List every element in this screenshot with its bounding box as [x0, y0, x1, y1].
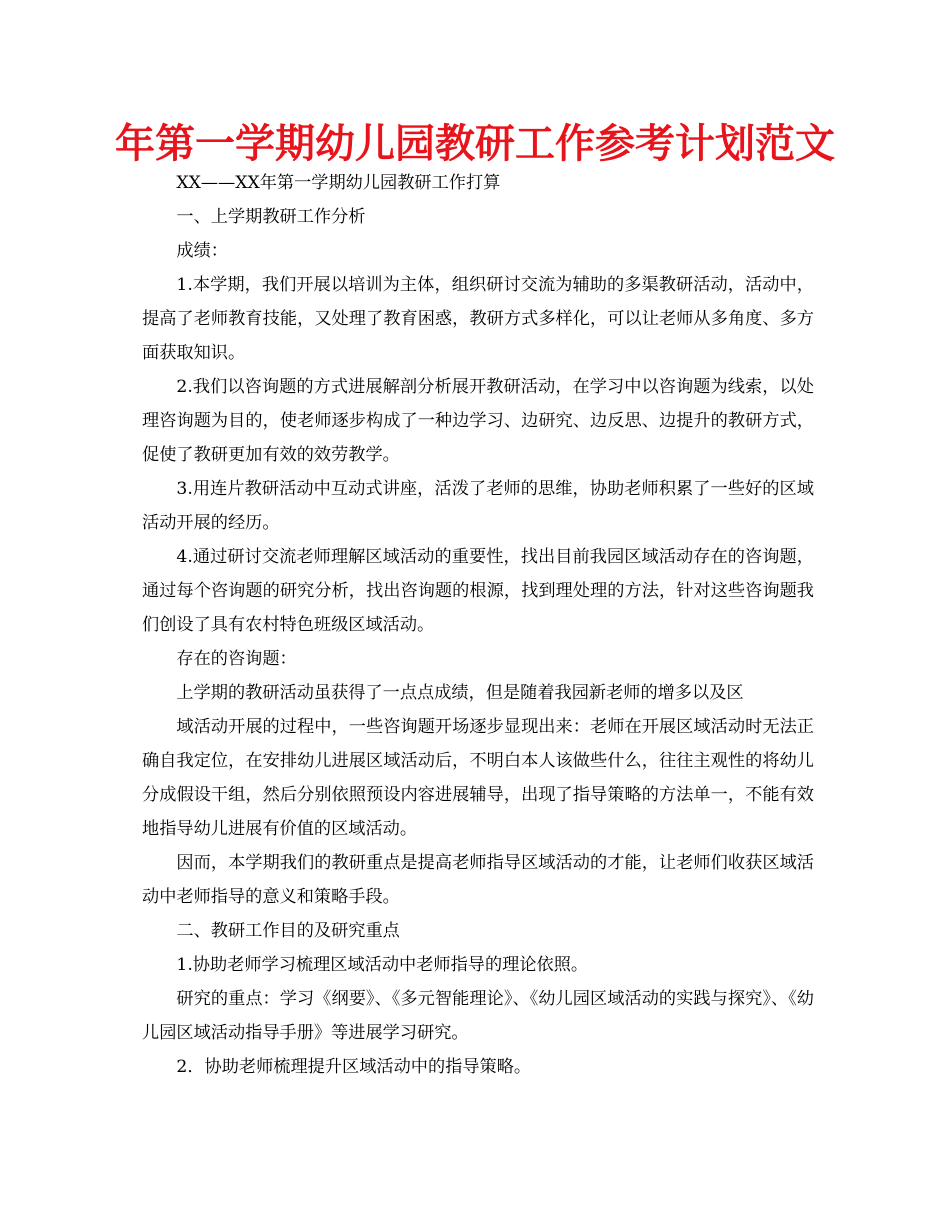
paragraph-goal-1: 1.协助老师学习梳理区域活动中老师指导的理论依照。	[176, 955, 589, 975]
paragraph-problems-intro: 上学期的教研活动虽获得了一点点成绩，但是随着我园新老师的增多以及区	[176, 683, 744, 703]
document-body	[142, 166, 814, 1084]
subheading-achievements: 成绩：	[176, 241, 228, 261]
paragraph-item-1: 1.本学期，我们开展以培训为主体，组织研讨交流为辅助的多渠教研活动，活动中，提高了老师教育技能，又处理了教育困惑，教研方式多样化，可以让老师从多角度、多方面获取知识。	[142, 275, 814, 363]
section-heading-goals: 二、教研工作目的及研究重点	[176, 921, 400, 941]
paragraph-item-4: 4.通过研讨交流老师理解区域活动的重要性，找出目前我园区域活动存在的咨询题，通过每个咨询题的研究分析，找出咨询题的根源，找到理处理的方法，针对这些咨询题我们创设了具有农村特色班级区域活动。	[142, 547, 814, 635]
paragraph-goal-2: 2．协助老师梳理提升区域活动中的指导策略。	[176, 1057, 532, 1077]
paragraph-focus: 因而，本学期我们的教研重点是提高老师指导区域活动的才能，让老师们收获区域活动中老师指导的意义和策略手段。	[142, 853, 814, 907]
paragraph-item-3: 3.用连片教研活动中互动式讲座，活泼了老师的思维，协助老师积累了一些好的区域活动开展的经历。	[142, 479, 814, 533]
subheading-problems: 存在的咨询题：	[176, 649, 297, 669]
paragraph-problems-detail: 域活动开展的过程中，一些咨询题开场逐步显现出来：老师在开展区域活动时无法正确自我定位，在安排幼儿进展区域活动后，不明白本人该做些什么，往往主观性的将幼儿分成假设干组，然后分别依照预设内容进展辅导，出现了指导策略的方法单一，不能有效地指导幼儿进展有价值的区域活动。	[142, 717, 814, 839]
paragraph-item-2: 2.我们以咨询题的方式进展解剖分析展开教研活动，在学习中以咨询题为线索，以处理咨询题为目的，使老师逐步构成了一种边学习、边研究、边反思、边提升的教研方式，促使了教研更加有效的效劳教学。	[142, 377, 814, 465]
document-title: 年第一学期幼儿园教研工作参考计划范文	[115, 121, 835, 167]
section-heading-analysis: 一、上学期教研工作分析	[176, 207, 366, 227]
paragraph-plan-heading: XX——XX年第一学期幼儿园教研工作打算	[176, 173, 501, 193]
paragraph-research-focus: 研究的重点：学习《纲要》、《多元智能理论》、《幼儿园区域活动的实践与探究》、《幼儿园区域活动指导手册》等进展学习研究。	[142, 989, 814, 1043]
